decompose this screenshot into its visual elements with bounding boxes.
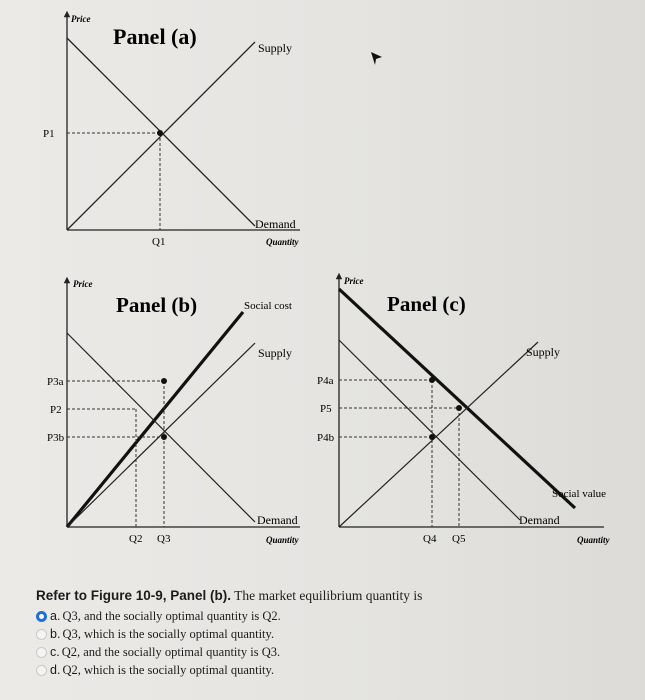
answer-option-text: Q3, which is the socially optimal quantity. bbox=[62, 626, 275, 641]
panel-c-social-value-label: Social value bbox=[552, 488, 607, 500]
panel-b-social-cost-label: Social cost bbox=[244, 300, 292, 312]
panel-c-social-value-line bbox=[339, 289, 575, 508]
answer-option-letter: d. bbox=[50, 663, 61, 677]
panel-b-p3b-label: P3b bbox=[47, 432, 65, 444]
radio-button[interactable] bbox=[36, 647, 47, 658]
panel-b-demand-label: Demand bbox=[257, 513, 298, 527]
panel-c-market-equilibrium-point bbox=[429, 434, 435, 440]
panel-b-social-optimum-point bbox=[161, 378, 167, 384]
answer-option-c[interactable] bbox=[36, 643, 636, 661]
panel-b-y-axis-label: Price bbox=[73, 279, 93, 289]
panel-b-q3-label: Q3 bbox=[157, 533, 171, 545]
panel-c-q5-label: Q5 bbox=[452, 533, 466, 545]
panel-b-social-cost-line bbox=[67, 312, 243, 527]
radio-button[interactable] bbox=[36, 611, 47, 622]
panel-c-y-axis-label: Price bbox=[344, 276, 364, 286]
panel-a-equilibrium-point bbox=[157, 130, 163, 136]
answer-option-letter: a. bbox=[50, 609, 61, 623]
panel-a bbox=[43, 14, 300, 248]
mouse-cursor-icon bbox=[371, 52, 382, 65]
radio-button[interactable] bbox=[36, 629, 47, 640]
panel-c-social-value-market-point bbox=[429, 377, 435, 383]
answer-option-text: Q2, and the socially optimal quantity is Q3. bbox=[61, 644, 281, 659]
panel-a-x-axis-label: Quantity bbox=[266, 237, 299, 247]
answer-options bbox=[36, 607, 636, 679]
answer-option-letter: b. bbox=[50, 627, 61, 641]
panel-c-demand-label: Demand bbox=[519, 513, 560, 527]
panel-b-q2-label: Q2 bbox=[129, 533, 143, 545]
panel-a-title: Panel (a) bbox=[113, 24, 197, 49]
question-prompt-text: The market equilibrium quantity is bbox=[231, 588, 423, 603]
panel-c-title: Panel (c) bbox=[387, 292, 466, 316]
panel-a-supply-line bbox=[67, 42, 255, 230]
answer-option-text: Q3, and the socially optimal quantity is Q2. bbox=[62, 608, 281, 623]
panel-c-social-optimum-point bbox=[456, 405, 462, 411]
question-block bbox=[36, 588, 636, 679]
answer-option-b[interactable] bbox=[36, 625, 636, 643]
question-prompt bbox=[36, 588, 636, 604]
panel-c-x-axis-label: Quantity bbox=[577, 535, 610, 545]
panel-a-q1-label: Q1 bbox=[152, 236, 166, 248]
panel-b-p3a-label: P3a bbox=[47, 376, 64, 388]
panel-a-p1-label: P1 bbox=[43, 128, 55, 140]
panel-b-x-axis-label: Quantity bbox=[266, 535, 299, 545]
panel-b-supply-label: Supply bbox=[258, 346, 293, 360]
radio-button[interactable] bbox=[36, 665, 47, 676]
panel-b-p2-label: P2 bbox=[50, 404, 62, 416]
answer-option-d[interactable] bbox=[36, 661, 636, 679]
panel-c-p4a-label: P4a bbox=[317, 375, 334, 387]
panel-c-p4b-label: P4b bbox=[317, 432, 335, 444]
panel-c-supply-label: Supply bbox=[526, 345, 561, 359]
panel-a-demand-label: Demand bbox=[255, 217, 296, 231]
panel-c-q4-label: Q4 bbox=[423, 533, 437, 545]
panel-b-market-equilibrium-point bbox=[161, 434, 167, 440]
panel-b bbox=[47, 279, 300, 545]
panel-b-supply-line bbox=[67, 343, 255, 527]
panel-c bbox=[317, 276, 611, 545]
panel-c-p5-label: P5 bbox=[320, 403, 332, 415]
panel-a-supply-label: Supply bbox=[258, 41, 293, 55]
question-prompt-reference: Refer to Figure 10-9, Panel (b). bbox=[36, 588, 232, 603]
panel-b-title: Panel (b) bbox=[116, 293, 198, 317]
panel-a-y-axis-label: Price bbox=[71, 14, 91, 24]
answer-option-a[interactable] bbox=[36, 607, 636, 625]
answer-option-text: Q2, which is the socially optimal quantity. bbox=[62, 662, 275, 677]
answer-option-letter: c. bbox=[50, 645, 60, 659]
